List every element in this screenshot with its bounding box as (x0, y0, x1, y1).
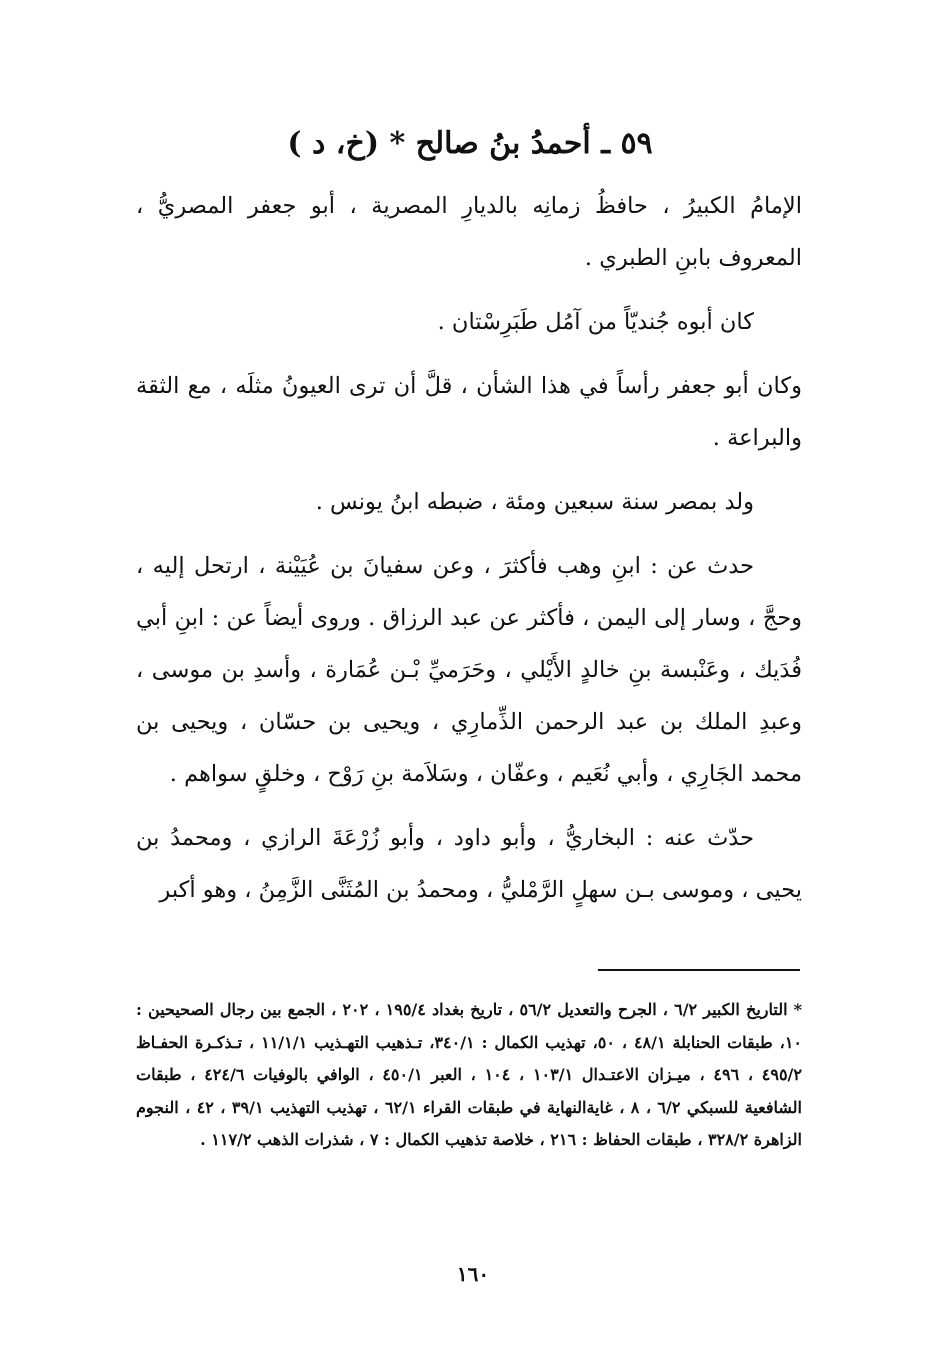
paragraph-students: حدّث عنه : البخاريُّ ، وأبو داود ، وأبو زُرْعَةَ الرازي ، ومحمدُ بن يحيى ، وموسى بـن سهلٍ الرَّمْليُّ ، ومحمدُ بن المُثَنَّى الزَّمِنُ ، وهو أكبر (136, 825, 802, 903)
entry-body (136, 180, 802, 928)
entry-title: ٥٩ ـ أحمدُ بنُ صالح * (خ، د ) (287, 126, 653, 161)
paragraph-status: وكان أبو جعفر رأساً في هذا الشأن ، قلَّ أن ترى العيونُ مثلَه ، مع الثقة والبراعة . (136, 373, 802, 451)
paragraph-father: كان أبوه جُنديّاً من آمُل طَبَرِسْتان . (437, 309, 754, 335)
footnote-divider (598, 969, 800, 971)
paragraph-teachers: حدث عن : ابنِ وهب فأكثرَ ، وعن سفيانَ بن عُيَيْنة ، ارتحل إليه ، وحجَّ ، وسار إلى اليمن ، فأكثر عن عبد الرزاق . وروى أيضاً عن : ابنِ أبي فُدَيك ، وعَنْبسة بنِ خالدٍ الأَيْلي ، وحَرَميِّ بْـن عُمَارة ، وأسدِ بن موسى ، وعبدِ الملك بن عبد الرحمن الذِّمارِي ، ويحيى بن حسّان ، ويحيى بن محمد الجَارِي ، وأبي نُعَيم ، وعفّان ، وسَلاَمة بنِ رَوْح ، وخلقٍ سواهم . (136, 553, 802, 787)
paragraph-birth: ولد بمصر سنة سبعين ومئة ، ضبطه ابنُ يونس . (315, 489, 754, 515)
paragraph-intro: الإمامُ الكبيرُ ، حافظُ زمانِه بالديارِ المصرية ، أبو جعفر المصريُّ ، المعروف بابنِ الطبري . (136, 193, 802, 271)
page-number: ١٦٠ (456, 1262, 490, 1286)
footnote: * التاريخ الكبير ٦/٢ ، الجرح والتعديل ٥٦/٢ ، تاريخ بغداد ١٩٥/٤ ، ٢٠٢ ، الجمع بين رجال الصحيحين : ١٠، طبقات الحنابلة ٤٨/١ ، ٥٠، تهذيب الكمال : ٣٤٠/١، تـذهيب التهـذيب ١١/١/١ ، تـذكـرة الحفـاظ ٤٩٥/٢ ، ٤٩٦ ، ميـزان الاعتـدال ١٠٣/١ ، ١٠٤ ، العبر ٤٥٠/١ ، الوافي بالوفيات ٤٢٤/٦ ، طبقات الشافعية للسبكي ٦/٢ ، ٨ ، غايةالنهاية في طبقات القراء ٦٢/١ ، تهذيب التهذيب ٣٩/١ ، ٤٢ ، النجوم الزاهرة ٣٢٨/٢ ، طبقات الحفاظ : ٢١٦ ، خلاصة تذهيب الكمال : ٧ ، شذرات الذهب ١١٧/٢ . (136, 1000, 803, 1149)
